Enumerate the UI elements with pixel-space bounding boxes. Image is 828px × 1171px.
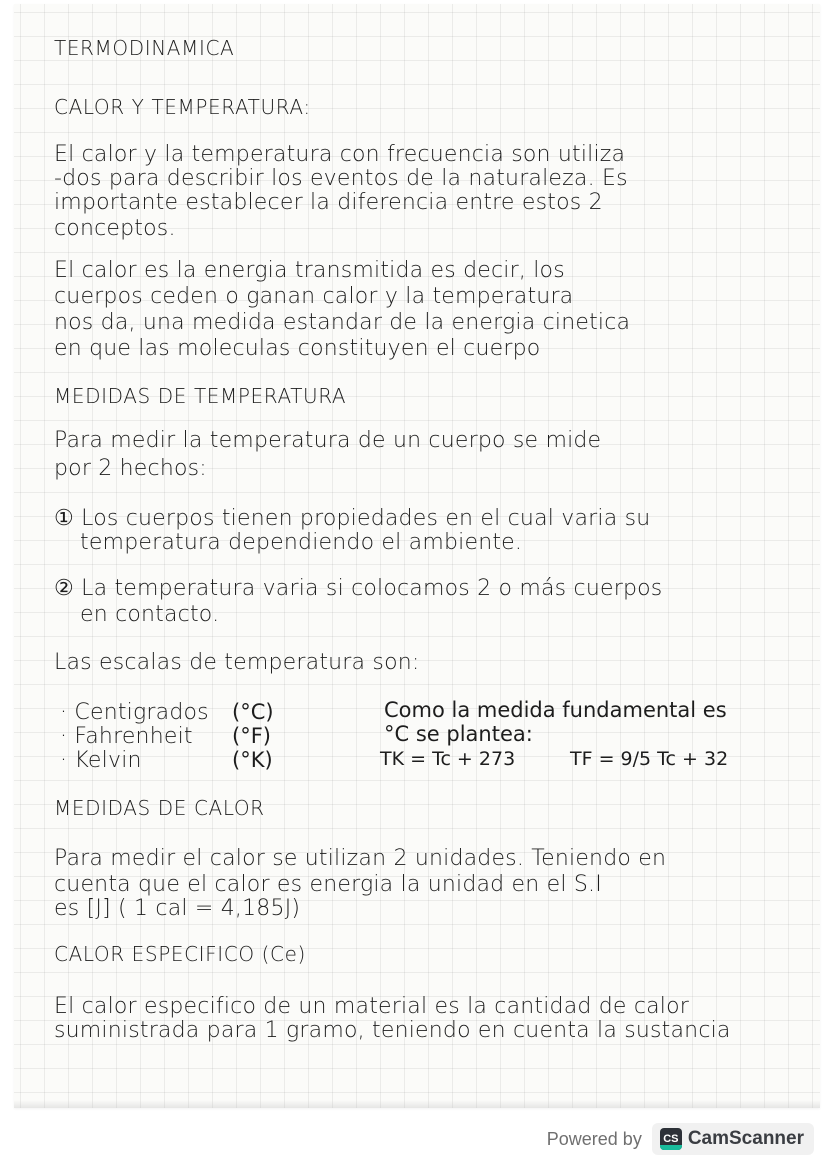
text-line: cuenta que el calor es energia la unidad en el S.I: [54, 872, 602, 897]
formula-kelvin: TK = Tc + 273: [380, 748, 516, 770]
camscanner-watermark: [547, 1120, 814, 1158]
fact-line: [54, 506, 650, 531]
text-line: conceptos.: [54, 216, 176, 241]
scale-unit: (°K): [232, 748, 273, 772]
camscanner-logo-icon: CS: [660, 1128, 682, 1150]
scale-name: Centigrados: [74, 700, 209, 725]
scale-unit: (°C): [232, 700, 274, 724]
scale-item-celsius: [60, 700, 209, 725]
camscanner-badge: [652, 1123, 814, 1155]
text-line: suministrada para 1 gramo, teniendo en cuenta la sustancia: [54, 1018, 731, 1043]
text-line: El calor especifico de un material es la cantidad de calor: [54, 994, 690, 1019]
text-line: por 2 hechos:: [54, 456, 207, 481]
scale-name: Fahrenheit: [74, 724, 193, 749]
fact-text: Los cuerpos tienen propiedades en el cual varia su: [81, 506, 651, 531]
text-line: °C se plantea:: [384, 722, 533, 746]
text-line: Para medir el calor se utilizan 2 unidades. Teniendo en: [54, 846, 667, 871]
bullet: ·: [60, 748, 68, 773]
fact-line: [54, 576, 662, 601]
powered-by-label: Powered by: [546, 1128, 642, 1149]
text-line: nos da, una medida estandar de la energia cinetica: [54, 310, 631, 335]
text-line: en contacto.: [80, 602, 220, 627]
text-line: El calor es la energia transmitida es decir, los: [54, 258, 565, 283]
section-heading-calor-temperatura: CALOR Y TEMPERATURA:: [54, 95, 311, 119]
text-line: -dos para describir los eventos de la naturaleza. Es: [54, 166, 628, 191]
scale-item-kelvin: [60, 748, 142, 773]
page-edge-shadow: [14, 1100, 820, 1108]
text-line: Para medir la temperatura de un cuerpo se mide: [54, 428, 602, 453]
text-line: temperatura dependiendo el ambiente.: [80, 530, 523, 555]
text-line: importante establecer la diferencia entre estos 2: [54, 190, 603, 215]
scale-item-fahrenheit: [60, 724, 193, 749]
section-heading-medidas-calor: MEDIDAS DE CALOR: [54, 796, 265, 820]
circled-number-1: ①: [54, 506, 74, 531]
camscanner-brand-name: CamScanner: [687, 1128, 804, 1149]
bullet: ·: [60, 700, 68, 725]
scales-intro: Las escalas de temperatura son:: [54, 650, 420, 675]
section-heading-medidas-temperatura: MEDIDAS DE TEMPERATURA: [54, 384, 347, 408]
formula-fahrenheit: TF = 9/5 Tc + 32: [570, 748, 729, 770]
section-heading-calor-especifico: CALOR ESPECIFICO (Ce): [54, 942, 306, 966]
text-line: Como la medida fundamental es: [384, 698, 727, 722]
text-line: es [J] ( 1 cal = 4,185J): [54, 896, 301, 921]
bullet: ·: [60, 724, 68, 749]
circled-number-2: ②: [54, 576, 74, 601]
text-line: cuerpos ceden o ganan calor y la temperatura: [54, 284, 574, 309]
scale-name: Kelvin: [74, 748, 142, 773]
scale-unit: (°F): [232, 724, 271, 748]
text-line: en que las moleculas constituyen el cuerpo: [54, 336, 541, 361]
fact-text: La temperatura varia si colocamos 2 o más cuerpos: [81, 576, 663, 601]
page-title: TERMODINAMICA: [54, 36, 235, 60]
text-line: El calor y la temperatura con frecuencia son utiliza: [54, 142, 626, 167]
